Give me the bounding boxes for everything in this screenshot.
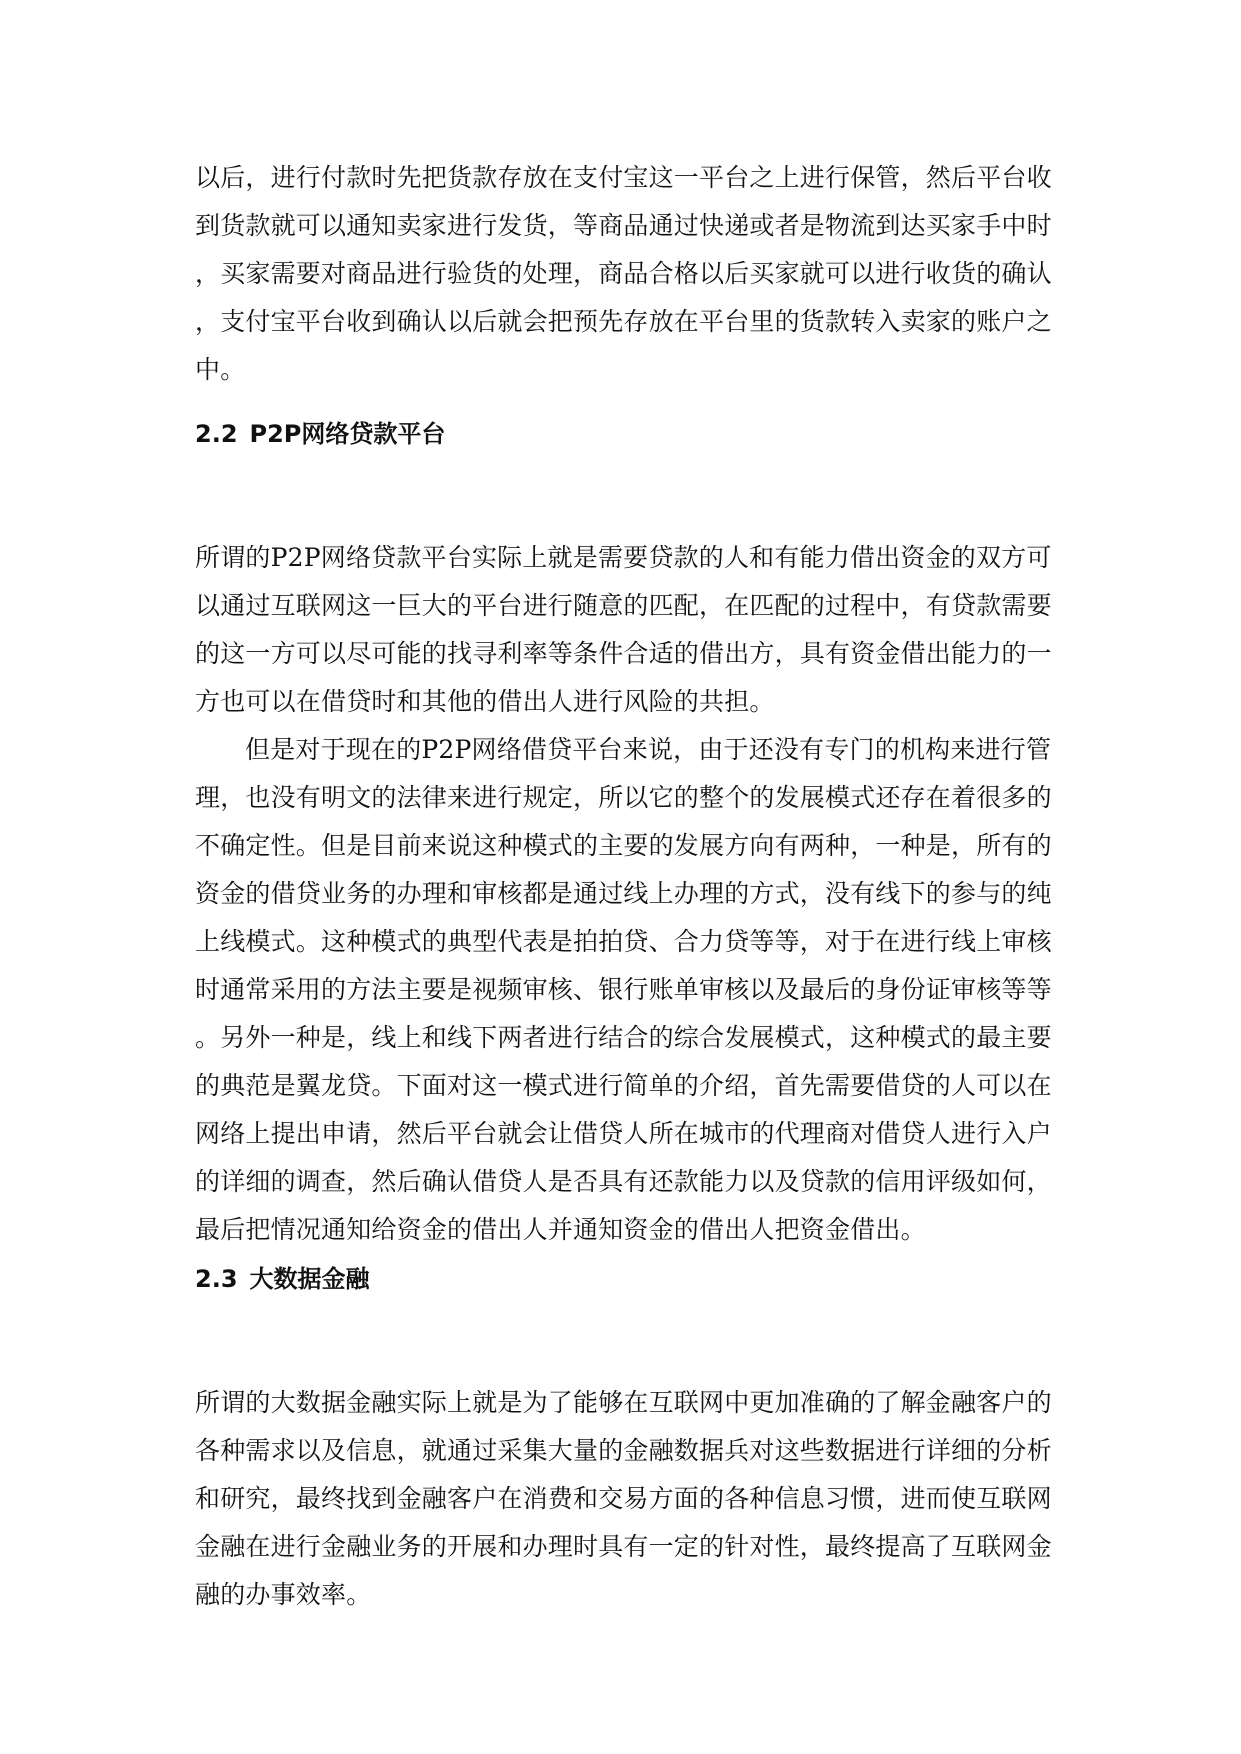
text-line: 和研究，最终找到金融客户在消费和交易方面的各种信息习惯，进而使互联网 <box>195 1484 1052 1513</box>
section-title: 大数据金融 <box>249 1265 370 1293</box>
text-line: 各种需求以及信息，就通过采集大量的金融数据兵对这些数据进行详细的分析 <box>195 1436 1052 1465</box>
text-line: 的这一方可以尽可能的找寻利率等条件合适的借出方，具有资金借出能力的一 <box>195 639 1052 668</box>
section-title: P2P网络贷款平台 <box>249 420 446 448</box>
text-line: 金融在进行金融业务的开展和办理时具有一定的针对性，最终提高了互联网金 <box>195 1532 1052 1561</box>
text-line: 到货款就可以通知卖家进行发货，等商品通过快递或者是物流到达买家手中时 <box>195 211 1052 240</box>
section-heading-2-3 <box>195 1264 370 1294</box>
text-line: 的详细的调查，然后确认借贷人是否具有还款能力以及贷款的信用评级如何， <box>195 1167 1052 1196</box>
text-line: ，支付宝平台收到确认以后就会把预先存放在平台里的货款转入卖家的账户之 <box>195 307 1052 336</box>
text-line: 最后把情况通知给资金的借出人并通知资金的借出人把资金借出。 <box>195 1215 926 1244</box>
text-line: 网络上提出申请，然后平台就会让借贷人所在城市的代理商对借贷人进行入户 <box>195 1119 1052 1148</box>
text-line: 理，也没有明文的法律来进行规定，所以它的整个的发展模式还存在着很多的 <box>195 783 1052 812</box>
paragraph-big-data-finance <box>195 1379 1050 1619</box>
text-line: 资金的借贷业务的办理和审核都是通过线上办理的方式，没有线下的参与的纯 <box>195 879 1052 908</box>
text-line: 融的办事效率。 <box>195 1580 372 1609</box>
text-line: 不确定性。但是目前来说这种模式的主要的发展方向有两种，一种是，所有的 <box>195 831 1052 860</box>
text-line: ，买家需要对商品进行验货的处理，商品合格以后买家就可以进行收货的确认 <box>195 259 1052 288</box>
text-line: 上线模式。这种模式的典型代表是拍拍贷、合力贷等等，对于在进行线上审核 <box>195 927 1052 956</box>
text-line: 的典范是翼龙贷。下面对这一模式进行简单的介绍，首先需要借贷的人可以在 <box>195 1071 1052 1100</box>
text-line: 。另外一种是，线上和线下两者进行结合的综合发展模式，这种模式的最主要 <box>195 1023 1052 1052</box>
text-line: 所谓的大数据金融实际上就是为了能够在互联网中更加准确的了解金融客户的 <box>195 1388 1052 1417</box>
text-line: 时通常采用的方法主要是视频审核、银行账单审核以及最后的身份证审核等等 <box>195 975 1052 1004</box>
paragraph-p2p-models <box>195 726 1050 1254</box>
text-line: 以后，进行付款时先把货款存放在支付宝这一平台之上进行保管，然后平台收 <box>195 163 1052 192</box>
paragraph-p2p-definition <box>195 534 1050 726</box>
text-line: 所谓的P2P网络贷款平台实际上就是需要贷款的人和有能力借出资金的双方可 <box>195 543 1052 572</box>
section-number: 2.2 <box>195 420 238 448</box>
text-line: 中。 <box>195 355 246 384</box>
section-heading-2-2 <box>195 419 445 449</box>
text-line: 方也可以在借贷时和其他的借出人进行风险的共担。 <box>195 687 775 716</box>
paragraph-alipay-process <box>195 154 1050 394</box>
text-line: 但是对于现在的P2P网络借贷平台来说，由于还没有专门的机构来进行管 <box>245 735 1052 764</box>
text-line: 以通过互联网这一巨大的平台进行随意的匹配，在匹配的过程中，有贷款需要 <box>195 591 1052 620</box>
section-number: 2.3 <box>195 1265 238 1293</box>
